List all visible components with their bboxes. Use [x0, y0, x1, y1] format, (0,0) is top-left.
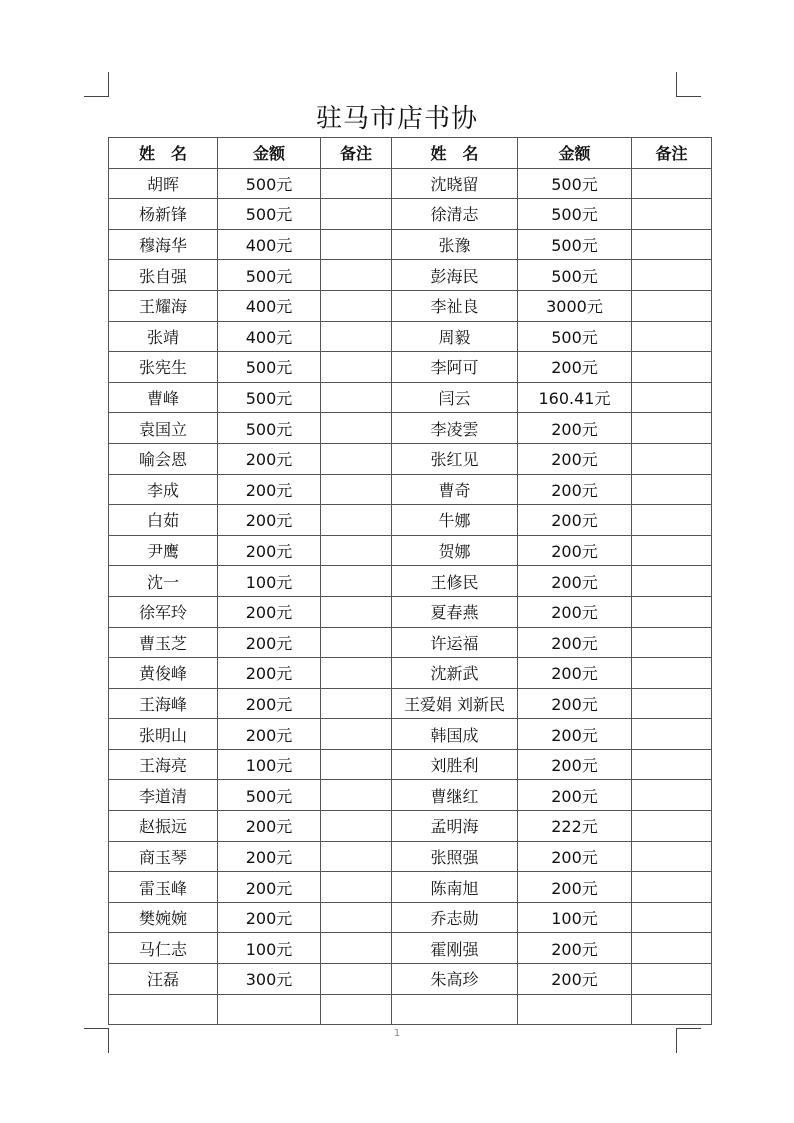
header-amount-right: 金额	[518, 138, 632, 169]
cell-remark-right	[632, 535, 712, 566]
cell-name-left: 穆海华	[109, 229, 218, 260]
table-row	[109, 994, 712, 1025]
cell-name-left: 喻会恩	[109, 443, 218, 474]
cell-amount-left: 200元	[218, 872, 321, 903]
cell-name-right: 霍刚强	[392, 933, 518, 964]
cell-remark-right	[632, 413, 712, 444]
cell-name-left: 张自强	[109, 260, 218, 291]
cell-amount-right: 200元	[518, 505, 632, 536]
cell-remark-right	[632, 688, 712, 719]
cell-name-left: 马仁志	[109, 933, 218, 964]
table-row	[109, 749, 712, 780]
cell-amount-right: 500元	[518, 260, 632, 291]
cell-remark-right	[632, 168, 712, 199]
cell-amount-right: 200元	[518, 780, 632, 811]
cell-remark-left	[321, 688, 392, 719]
cell-amount-left: 200元	[218, 627, 321, 658]
table-row	[109, 321, 712, 352]
table-row	[109, 902, 712, 933]
cell-remark-right	[632, 596, 712, 627]
cell-name-left: 尹鹰	[109, 535, 218, 566]
table-header-row	[109, 138, 712, 169]
cell-remark-left	[321, 352, 392, 383]
table-row	[109, 260, 712, 291]
cell-name-left: 曹峰	[109, 382, 218, 413]
cell-amount-left: 200元	[218, 658, 321, 689]
cell-name-right: 曹继红	[392, 780, 518, 811]
cell-remark-left	[321, 443, 392, 474]
cell-remark-right	[632, 719, 712, 750]
cell-name-right: 沈新武	[392, 658, 518, 689]
cell-name-right: 许运福	[392, 627, 518, 658]
donation-table	[108, 137, 712, 1025]
cell-name-right: 张红见	[392, 443, 518, 474]
header-name-left: 姓 名	[109, 138, 218, 169]
cell-amount-right: 200元	[518, 964, 632, 995]
cell-amount-left: 200元	[218, 902, 321, 933]
cell-amount-right: 200元	[518, 658, 632, 689]
cell-amount-right: 200元	[518, 627, 632, 658]
cell-name-right: 乔志勋	[392, 902, 518, 933]
cell-amount-right: 100元	[518, 902, 632, 933]
cell-remark-left	[321, 382, 392, 413]
cell-name-right: 贺娜	[392, 535, 518, 566]
cell-remark-left	[321, 780, 392, 811]
cell-remark-right	[632, 902, 712, 933]
cell-name-left: 汪磊	[109, 964, 218, 995]
cell-amount-right: 500元	[518, 199, 632, 230]
cell-name-left: 雷玉峰	[109, 872, 218, 903]
document-title: 驻马市店书协	[315, 104, 478, 134]
table-row	[109, 535, 712, 566]
cell-remark-left	[321, 749, 392, 780]
table-row	[109, 168, 712, 199]
cell-name-right: 王修民	[392, 566, 518, 597]
cell-remark-right	[632, 321, 712, 352]
table-row	[109, 596, 712, 627]
cell-name-left: 白茹	[109, 505, 218, 536]
cell-name-right	[392, 994, 518, 1025]
cell-name-right: 王爱娟 刘新民	[392, 688, 518, 719]
cell-amount-right: 222元	[518, 811, 632, 842]
cell-remark-right	[632, 474, 712, 505]
cell-name-left: 胡晖	[109, 168, 218, 199]
cell-remark-right	[632, 382, 712, 413]
cell-remark-right	[632, 749, 712, 780]
cell-remark-right	[632, 290, 712, 321]
cell-remark-right	[632, 964, 712, 995]
table-row	[109, 229, 712, 260]
cell-name-right: 刘胜利	[392, 749, 518, 780]
cell-name-right: 周毅	[392, 321, 518, 352]
table-row	[109, 780, 712, 811]
cell-remark-right	[632, 199, 712, 230]
cell-remark-right	[632, 780, 712, 811]
cell-remark-left	[321, 872, 392, 903]
cell-amount-left: 500元	[218, 382, 321, 413]
cell-amount-left: 300元	[218, 964, 321, 995]
crop-mark-top-right	[676, 72, 701, 97]
cell-name-left: 商玉琴	[109, 841, 218, 872]
cell-name-left: 杨新锋	[109, 199, 218, 230]
cell-name-left: 王耀海	[109, 290, 218, 321]
table-row	[109, 658, 712, 689]
cell-amount-right: 200元	[518, 933, 632, 964]
cell-remark-right	[632, 260, 712, 291]
cell-name-right: 张照强	[392, 841, 518, 872]
cell-amount-left: 200元	[218, 474, 321, 505]
cell-remark-left	[321, 229, 392, 260]
cell-amount-right: 500元	[518, 321, 632, 352]
table-row	[109, 413, 712, 444]
cell-amount-right: 160.41元	[518, 382, 632, 413]
cell-remark-left	[321, 321, 392, 352]
cell-name-right: 闫云	[392, 382, 518, 413]
cell-remark-left	[321, 811, 392, 842]
cell-remark-right	[632, 994, 712, 1025]
table-body	[109, 168, 712, 1025]
cell-amount-right: 200元	[518, 474, 632, 505]
cell-amount-left: 500元	[218, 413, 321, 444]
cell-remark-right	[632, 229, 712, 260]
page-number: 1	[393, 1028, 401, 1039]
cell-remark-left	[321, 596, 392, 627]
table-row	[109, 964, 712, 995]
cell-name-right: 彭海民	[392, 260, 518, 291]
cell-remark-right	[632, 443, 712, 474]
cell-amount-left: 500元	[218, 260, 321, 291]
cell-amount-right: 500元	[518, 229, 632, 260]
cell-name-left: 沈一	[109, 566, 218, 597]
cell-remark-left	[321, 719, 392, 750]
cell-amount-right: 200元	[518, 596, 632, 627]
cell-amount-right	[518, 994, 632, 1025]
cell-name-left: 徐军玲	[109, 596, 218, 627]
cell-remark-right	[632, 566, 712, 597]
cell-name-right: 夏春燕	[392, 596, 518, 627]
cell-amount-left: 500元	[218, 199, 321, 230]
table-row	[109, 719, 712, 750]
cell-amount-right: 200元	[518, 535, 632, 566]
cell-remark-left	[321, 474, 392, 505]
cell-amount-left: 200元	[218, 443, 321, 474]
table-row	[109, 841, 712, 872]
cell-amount-left: 400元	[218, 321, 321, 352]
cell-remark-left	[321, 199, 392, 230]
table-row	[109, 474, 712, 505]
header-remark-right: 备注	[632, 138, 712, 169]
cell-amount-right: 200元	[518, 413, 632, 444]
cell-name-right: 陈南旭	[392, 872, 518, 903]
crop-mark-top-left	[84, 72, 109, 97]
cell-amount-left: 200元	[218, 505, 321, 536]
cell-amount-right: 200元	[518, 688, 632, 719]
cell-name-left: 袁国立	[109, 413, 218, 444]
table-row	[109, 627, 712, 658]
cell-remark-right	[632, 352, 712, 383]
table-row	[109, 505, 712, 536]
cell-remark-left	[321, 505, 392, 536]
cell-remark-left	[321, 994, 392, 1025]
cell-remark-right	[632, 658, 712, 689]
table-row	[109, 688, 712, 719]
cell-name-left: 李成	[109, 474, 218, 505]
cell-name-left	[109, 994, 218, 1025]
cell-amount-right: 3000元	[518, 290, 632, 321]
cell-amount-left: 200元	[218, 719, 321, 750]
table-row	[109, 199, 712, 230]
cell-amount-left: 200元	[218, 811, 321, 842]
cell-remark-right	[632, 811, 712, 842]
cell-amount-left: 400元	[218, 290, 321, 321]
cell-name-right: 李凌雲	[392, 413, 518, 444]
cell-amount-left: 200元	[218, 688, 321, 719]
cell-amount-left: 500元	[218, 780, 321, 811]
cell-remark-left	[321, 658, 392, 689]
cell-remark-left	[321, 566, 392, 597]
cell-name-left: 樊婉婉	[109, 902, 218, 933]
table-row	[109, 382, 712, 413]
cell-amount-right: 200元	[518, 749, 632, 780]
cell-remark-left	[321, 535, 392, 566]
cell-name-right: 曹奇	[392, 474, 518, 505]
cell-name-right: 李阿可	[392, 352, 518, 383]
cell-remark-right	[632, 841, 712, 872]
cell-name-right: 朱高珍	[392, 964, 518, 995]
cell-amount-right: 200元	[518, 352, 632, 383]
cell-name-right: 张豫	[392, 229, 518, 260]
cell-remark-right	[632, 505, 712, 536]
table-row	[109, 933, 712, 964]
cell-amount-right: 500元	[518, 168, 632, 199]
cell-amount-left: 500元	[218, 168, 321, 199]
cell-remark-left	[321, 841, 392, 872]
cell-remark-left	[321, 627, 392, 658]
cell-remark-left	[321, 964, 392, 995]
cell-name-left: 张靖	[109, 321, 218, 352]
cell-remark-right	[632, 933, 712, 964]
header-remark-left: 备注	[321, 138, 392, 169]
cell-remark-left	[321, 290, 392, 321]
cell-remark-left	[321, 168, 392, 199]
cell-name-left: 赵振远	[109, 811, 218, 842]
cell-name-right: 李祉良	[392, 290, 518, 321]
cell-amount-right: 200元	[518, 719, 632, 750]
cell-amount-right: 200元	[518, 841, 632, 872]
cell-name-right: 牛娜	[392, 505, 518, 536]
cell-name-right: 韩国成	[392, 719, 518, 750]
table-row	[109, 352, 712, 383]
cell-name-left: 张明山	[109, 719, 218, 750]
cell-amount-left: 200元	[218, 596, 321, 627]
header-name-right: 姓 名	[392, 138, 518, 169]
cell-amount-right: 200元	[518, 566, 632, 597]
table-row	[109, 566, 712, 597]
cell-name-left: 黄俊峰	[109, 658, 218, 689]
cell-remark-left	[321, 902, 392, 933]
cell-amount-left: 100元	[218, 933, 321, 964]
cell-name-left: 王海峰	[109, 688, 218, 719]
table-row	[109, 443, 712, 474]
cell-name-right: 沈晓留	[392, 168, 518, 199]
table-row	[109, 290, 712, 321]
cell-remark-right	[632, 872, 712, 903]
cell-name-left: 曹玉芝	[109, 627, 218, 658]
cell-remark-left	[321, 260, 392, 291]
header-amount-left: 金额	[218, 138, 321, 169]
cell-name-right: 孟明海	[392, 811, 518, 842]
cell-amount-left: 200元	[218, 535, 321, 566]
cell-name-left: 张宪生	[109, 352, 218, 383]
cell-remark-left	[321, 933, 392, 964]
cell-amount-left: 100元	[218, 566, 321, 597]
cell-remark-left	[321, 413, 392, 444]
cell-name-left: 李道清	[109, 780, 218, 811]
cell-amount-right: 200元	[518, 872, 632, 903]
cell-amount-right: 200元	[518, 443, 632, 474]
cell-amount-left: 200元	[218, 841, 321, 872]
cell-amount-left: 100元	[218, 749, 321, 780]
cell-remark-right	[632, 627, 712, 658]
cell-name-left: 王海亮	[109, 749, 218, 780]
table-row	[109, 811, 712, 842]
cell-name-right: 徐清志	[392, 199, 518, 230]
cell-amount-left	[218, 994, 321, 1025]
cell-amount-left: 400元	[218, 229, 321, 260]
table-row	[109, 872, 712, 903]
cell-amount-left: 500元	[218, 352, 321, 383]
